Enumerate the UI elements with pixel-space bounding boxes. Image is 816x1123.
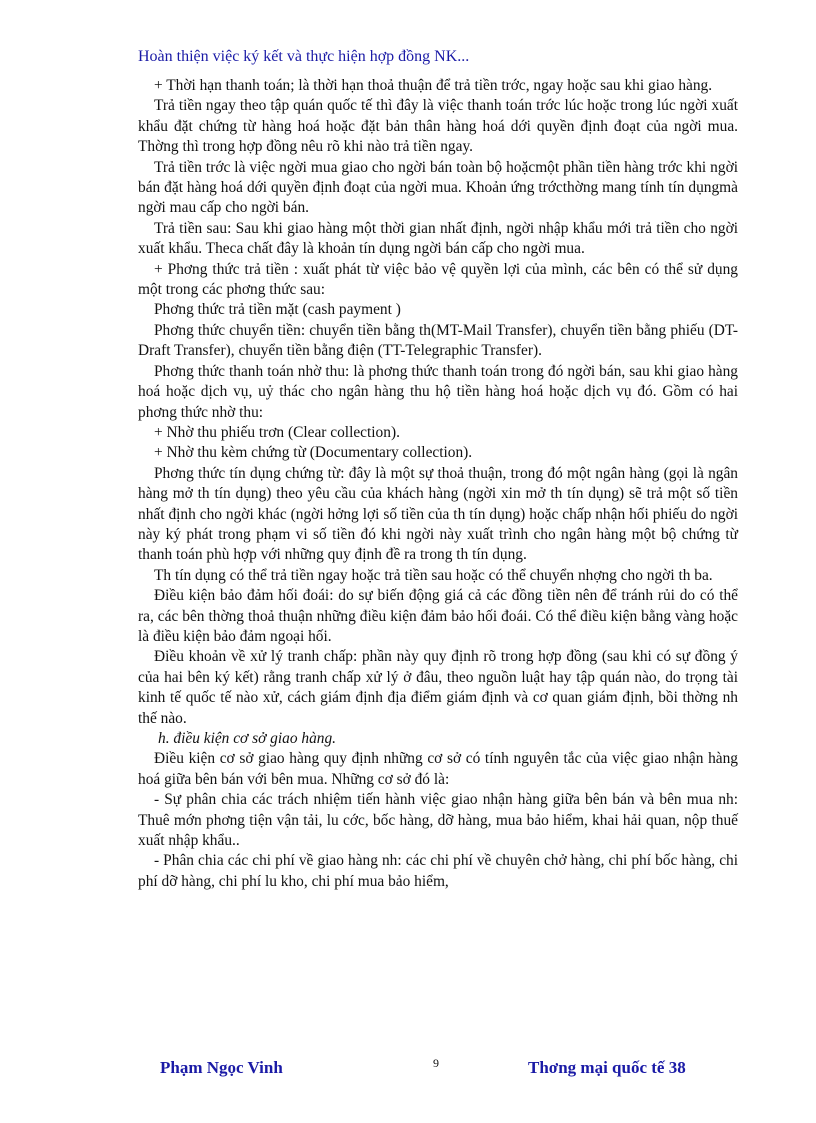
footer-author: Phạm Ngọc Vinh (160, 1058, 283, 1077)
page-footer (0, 1058, 816, 1082)
paragraph: + Nhờ thu kèm chứng từ (Documentary collection). (154, 444, 473, 462)
paragraph: + Phơng thức trả tiền : xuất phát từ việc bảo vệ quyền lợi của mình, các bên có thể sử dụng một trong các phơng thức sau: (138, 260, 738, 299)
paragraph: Trả tiền sau: Sau khi giao hàng một thời gian nhất định, ngời nhập khẩu mới trả tiền cho ngời xuất khẩu. Theca chất đây là khoản tín dụng ngời bán cấp cho ngời mua. (138, 219, 738, 258)
paragraph: Phơng thức chuyển tiền: chuyển tiền bằng th(MT-Mail Transfer), chuyển tiền bằng phiếu (DT-Draft Transfer), chuyển tiền bằng điện (TT-Telegraphic Transfer). (138, 321, 738, 360)
paragraph: + Thời hạn thanh toán; là thời hạn thoả thuận để trả tiền trớc, ngay hoặc sau khi giao hàng. (154, 77, 713, 94)
footer-course: Thơng mại quốc tế 38 (528, 1058, 686, 1077)
paragraph: Điều khoản về xử lý tranh chấp: phần này quy định rõ trong hợp đồng (sau khi có sự đồng ý của hai bên ký kết) rằng tranh chấp xử lý ở đâu, theo nguồn luật hay tập quán nào, do trọng tài kinh tế quốc tế nào xử, cách giám định địa điểm giám định và cơ quan giám định, bồi thờng nh thế nào. (138, 648, 738, 727)
paragraph: + Nhờ thu phiếu trơn (Clear collection). (154, 423, 400, 441)
paragraph: Điều kiện bảo đảm hối đoái: do sự biến động giá cả các đồng tiền nên để tránh rủi do có thể ra, các bên thờng thoả thuận những điều kiện đảm bảo hối đoái. Có thể điều kiện bằng vàng hoặc là điều kiện bảo đảm ngoại hối. (138, 587, 738, 645)
paragraph: Phơng thức tín dụng chứng từ: đây là một sự thoả thuận, trong đó một ngân hàng (gọi là ngân hàng mở th tín dụng) theo yêu cầu của khách hàng (ngời xin mở th tín dụng) sẽ trả một số tiền nhất định cho ngời khác (ngời hởng lợi số tiền của th tín dụng) hoặc chấp nhận hối phiếu do ngời này ký phát trong phạm vi số tiền đó khi ngời này xuất trình cho ngân hàng một bộ chứng từ thanh toán phù hợp với những quy định đề ra trong th tín dụng. (138, 464, 738, 564)
paragraph: Phơng thức trả tiền mặt (cash payment ) (154, 301, 401, 319)
paragraph: Phơng thức thanh toán nhờ thu: là phơng thức thanh toán trong đó ngời bán, sau khi giao hàng hoá hoặc dịch vụ, uỷ thác cho ngân hàng thu hộ tiền hàng hoá hoặc dịch vụ đó. Gồm có hai phơng thức nhờ thu: (138, 362, 738, 421)
section-heading: h. điều kiện cơ sở giao hàng. (158, 730, 336, 747)
paragraph: Th tín dụng có thể trả tiền ngay hoặc trả tiền sau hoặc có thể chuyển nhợng cho ngời th ba. (154, 566, 713, 584)
document-body (138, 76, 738, 892)
paragraph: Điều kiện cơ sở giao hàng quy định những cơ sở có tính nguyên tắc của việc giao nhận hàng hoá giữa bên bán với bên mua. Những cơ sở đó là: (138, 750, 738, 788)
paragraph: Trả tiền ngay theo tập quán quốc tế thì đây là việc thanh toán trớc lúc hoặc trong lúc ngời xuất khẩu đặt chứng từ hàng hoá hoặc đặt bản thân hàng hoá dới quyền định đoạt của ngời mua. Thờng thì trong hợp đồng nêu rõ khi nào trả tiền ngay. (138, 97, 738, 156)
paragraph: - Phân chia các chi phí về giao hàng nh: các chi phí về chuyên chở hàng, chi phí bốc hàng, chi phí dỡ hàng, chi phí lu kho, chi phí mua bảo hiểm, (138, 852, 738, 890)
running-header: Hoàn thiện việc ký kết và thực hiện hợp đồng NK... (138, 48, 470, 65)
page-number: 9 (433, 1056, 439, 1070)
paragraph: - Sự phân chia các trách nhiệm tiến hành việc giao nhận hàng giữa bên bán và bên mua nh: Thuê mớn phơng tiện vận tải, lu cớc, bốc hàng, dỡ hàng, mua bảo hiểm, khai hải quan, nộp thuế xuất nhập khẩu.. (138, 791, 738, 850)
paragraph: Trả tiền trớc là việc ngời mua giao cho ngời bán toàn bộ hoặcmột phần tiền hàng trớc khi ngời bán đặt hàng hoá dới quyền định đoạt của ngời mua. Khoản ứng trớcthờng mang tính tín dụngmà ngời mau cấp cho ngời bán. (138, 158, 738, 217)
